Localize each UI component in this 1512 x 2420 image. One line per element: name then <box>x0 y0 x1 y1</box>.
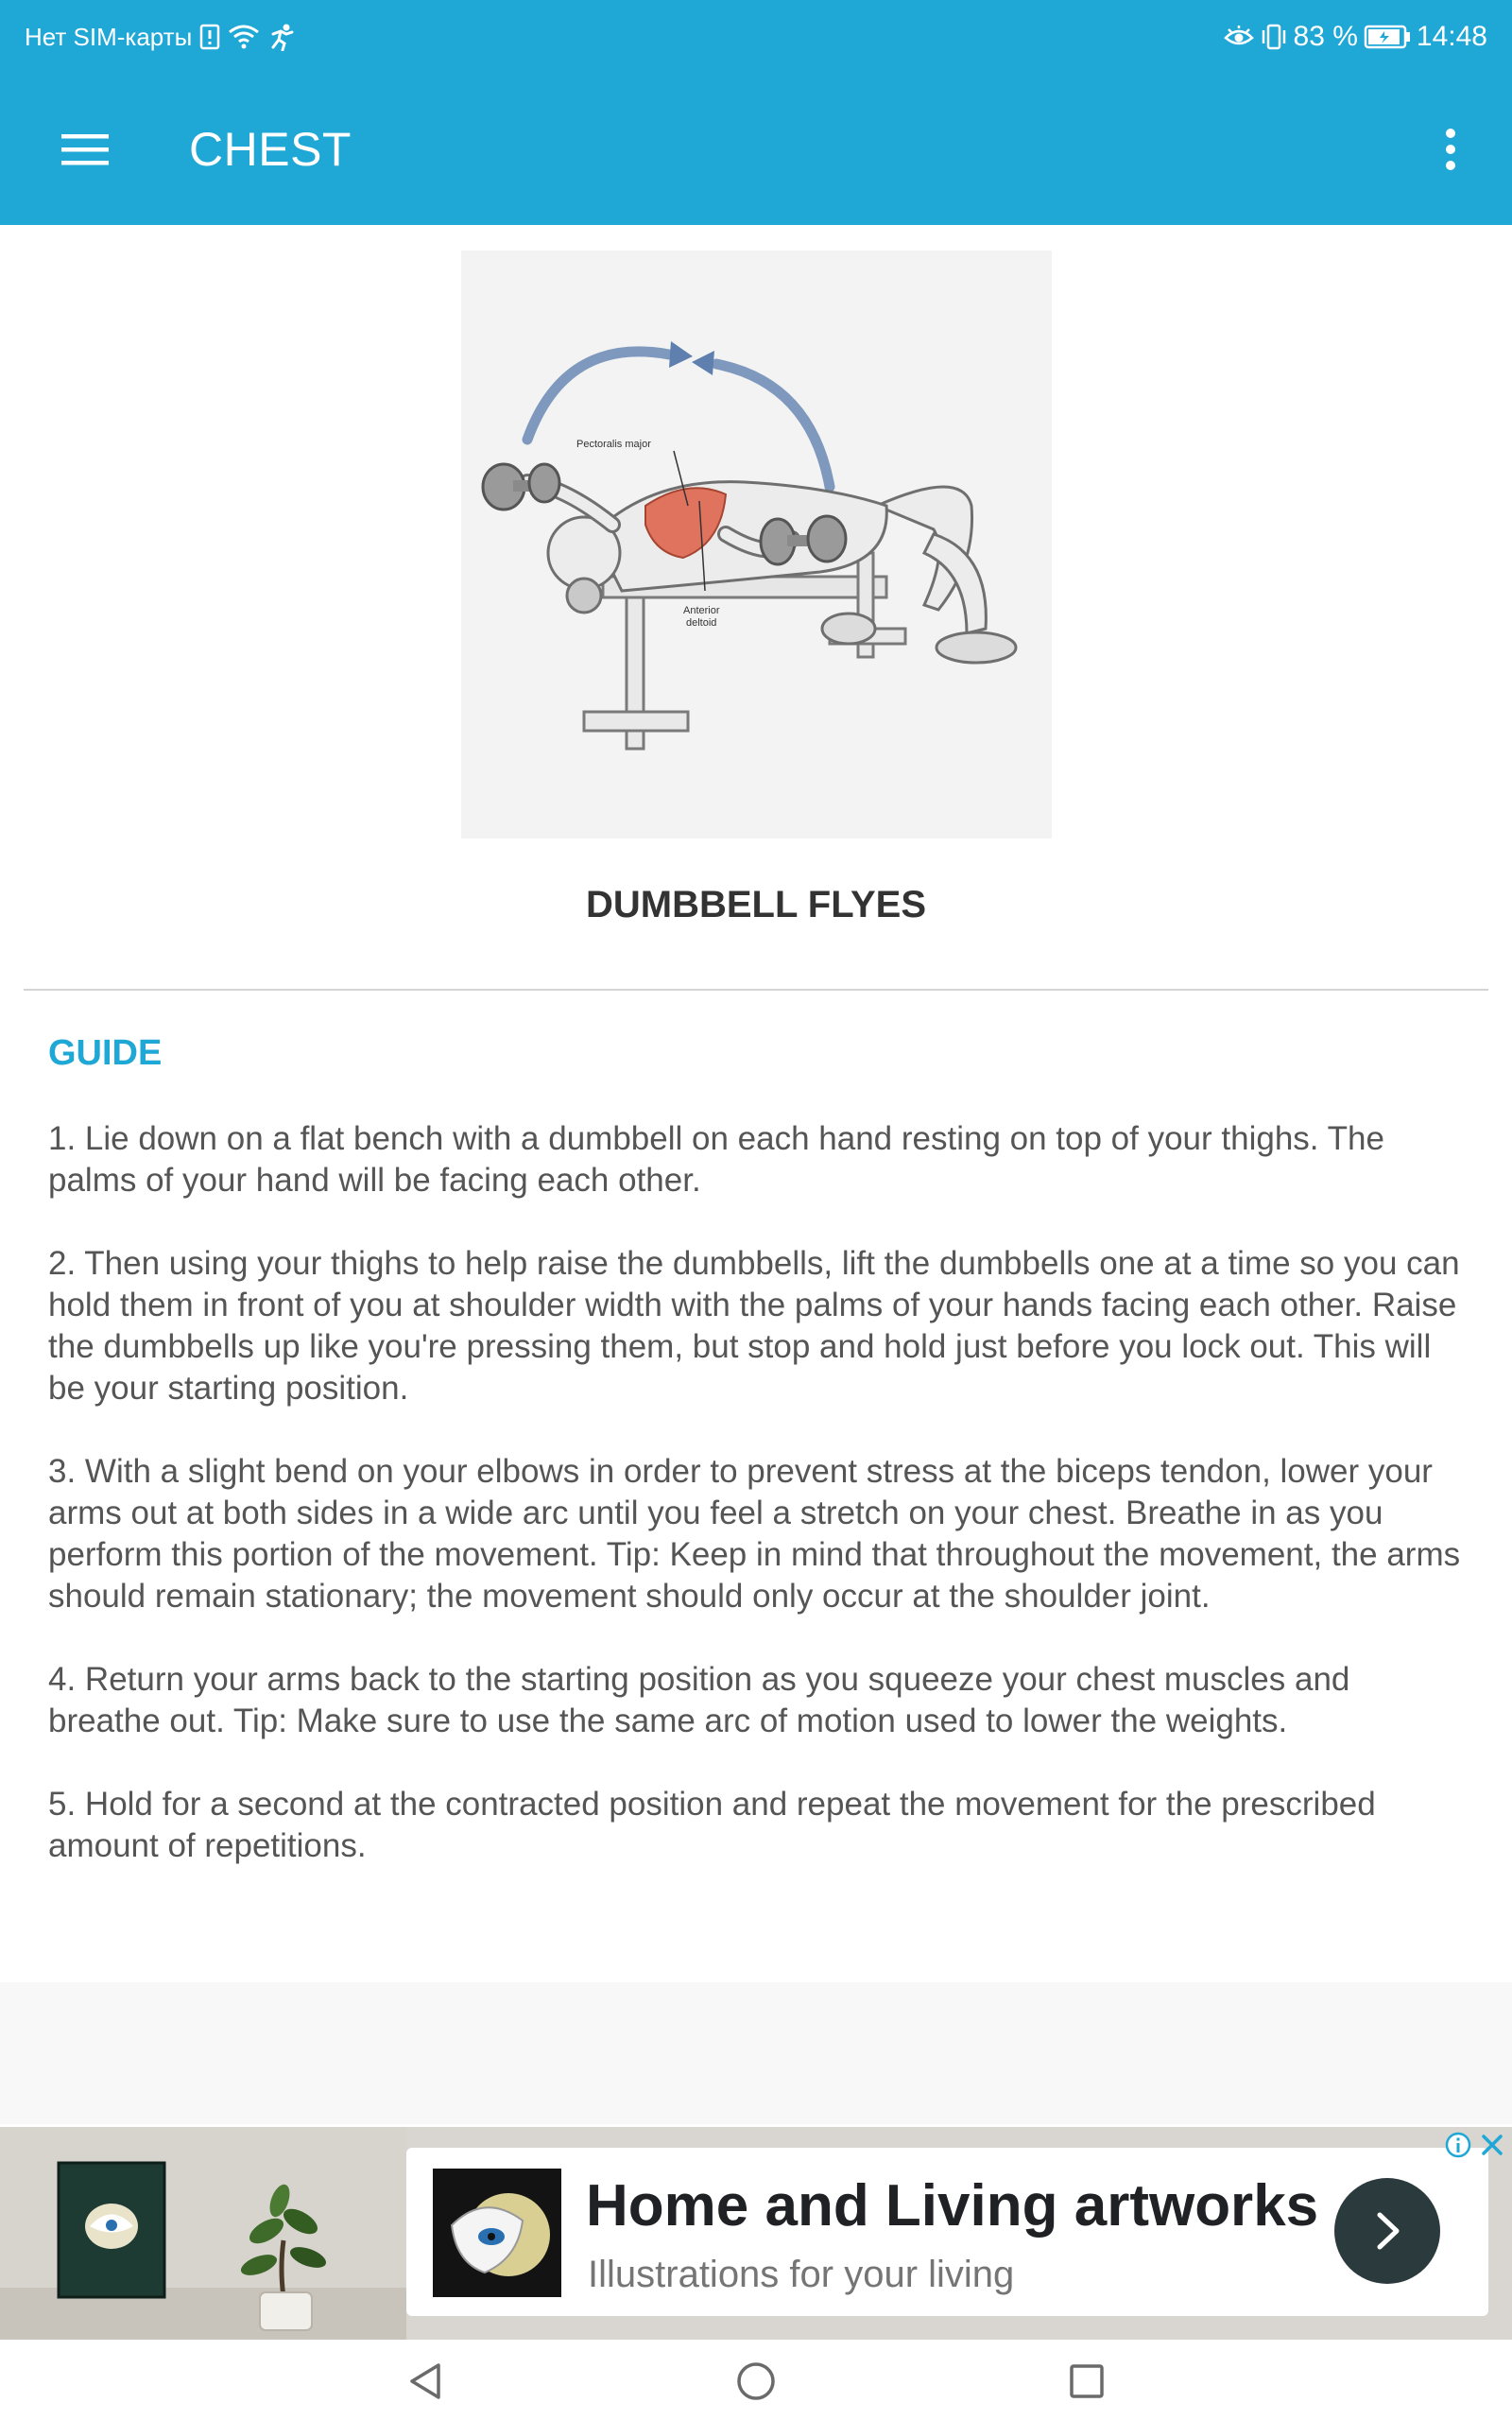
home-button[interactable] <box>728 2353 784 2410</box>
exercise-illustration <box>461 251 1052 838</box>
divider <box>24 989 1488 991</box>
ad-headline[interactable]: Home and Living artworks <box>586 2173 1319 2238</box>
ad-open-button[interactable] <box>1334 2178 1440 2284</box>
more-vertical-icon <box>1445 129 1456 170</box>
page-title: CHEST <box>189 123 352 176</box>
activity-icon <box>267 23 296 51</box>
info-icon[interactable] <box>1444 2131 1472 2159</box>
status-bar <box>0 0 1512 74</box>
sim-alert-icon <box>199 24 220 50</box>
guide-step: 4. Return your arms back to the starting position as you squeeze your chest muscles and breathe out. Tip: Make sure to use the same arc of motion used to lower the weights. <box>48 1661 1350 1739</box>
hamburger-icon <box>61 132 109 166</box>
home-circle-icon <box>735 2360 777 2402</box>
back-triangle-icon <box>404 2360 446 2402</box>
battery-percent: 83 % <box>1293 21 1358 52</box>
label-deltoid-2: deltoid <box>686 617 717 629</box>
ad-image[interactable] <box>0 2127 406 2340</box>
ad-logo <box>433 2169 561 2297</box>
guide-step: 2. Then using your thighs to help raise the dumbbells, lift the dumbbells one at a time so you can hold them in front of you at shoulder width with the palms of your hands facing each other. Raise the dumbbells up like you're pressing them, but stop and hold just before you lock out. This will be your starting position. <box>48 1245 1460 1407</box>
menu-button[interactable] <box>47 121 123 178</box>
ad-choices[interactable] <box>1444 2131 1506 2159</box>
recents-button[interactable] <box>1058 2353 1115 2410</box>
ad-banner[interactable] <box>0 2127 1512 2340</box>
system-nav-bar <box>0 2340 1512 2420</box>
guide-step: 3. With a slight bend on your elbows in order to prevent stress at the biceps tendon, lower your arms out at both sides in a wide arc until you feel a stretch on your chest. Breathe in as you perform this portion of the movement. Tip: Keep in mind that throughout the movement, the arms should remain stationary; the movement should only occur at the shoulder joint. <box>48 1453 1461 1615</box>
guide-step: 1. Lie down on a flat bench with a dumbbell on each hand resting on top of your thighs. The palms of your hand will be facing each other. <box>48 1120 1384 1199</box>
ad-subline: Illustrations for your living <box>588 2254 1015 2295</box>
exercise-title: DUMBBELL FLYES <box>585 884 927 925</box>
wifi-icon <box>228 24 260 50</box>
overflow-menu-button[interactable] <box>1427 121 1474 178</box>
ad-card[interactable] <box>406 2148 1488 2316</box>
time-text: 14:48 <box>1416 21 1487 52</box>
guide-steps <box>48 1118 1466 1909</box>
guide-step: 5. Hold for a second at the contracted position and repeat the movement for the prescribed amount of repetitions. <box>48 1786 1376 1864</box>
chevron-right-icon <box>1368 2207 1406 2255</box>
label-pectoralis: Pectoralis major <box>576 439 651 450</box>
guide-heading: GUIDE <box>48 1033 163 1073</box>
recents-square-icon <box>1066 2360 1108 2402</box>
carrier-text: Нет SIM-карты <box>25 22 193 51</box>
battery-icon <box>1364 25 1411 49</box>
back-button[interactable] <box>397 2353 454 2410</box>
eye-comfort-icon <box>1224 25 1254 49</box>
status-right <box>1224 21 1487 53</box>
close-icon[interactable] <box>1478 2131 1506 2159</box>
status-left <box>25 23 296 52</box>
label-deltoid-1: Anterior <box>683 605 720 616</box>
app-bar <box>0 74 1512 225</box>
vibrate-icon <box>1260 23 1288 51</box>
content-footer-space <box>0 1982 1512 2124</box>
